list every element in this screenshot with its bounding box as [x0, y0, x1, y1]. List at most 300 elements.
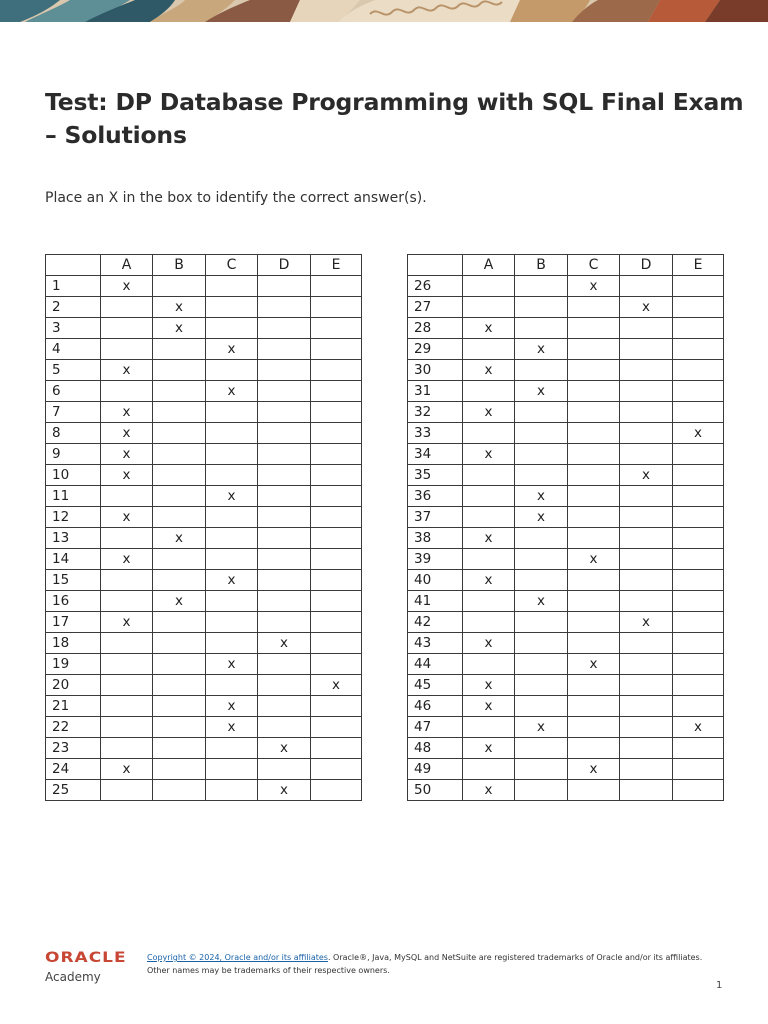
- answer-cell-e[interactable]: [673, 549, 724, 570]
- answer-cell-a[interactable]: [101, 528, 153, 549]
- answer-cell-b[interactable]: [153, 759, 206, 780]
- answer-cell-e[interactable]: [673, 276, 724, 297]
- answer-cell-b[interactable]: [153, 549, 206, 570]
- answer-cell-a[interactable]: x: [463, 570, 515, 591]
- answer-cell-c[interactable]: [568, 591, 620, 612]
- answer-cell-c[interactable]: [206, 528, 258, 549]
- trademark-notice: . Oracle®, Java, MySQL and NetSuite are registered trademarks of Oracle and/or its affiliates. Other names may be trademarks of their respective owners.: [147, 953, 703, 975]
- answer-cell-a[interactable]: [463, 654, 515, 675]
- answer-cell-b[interactable]: [153, 738, 206, 759]
- answer-cell-e[interactable]: [673, 780, 724, 801]
- answer-cell-b[interactable]: [153, 360, 206, 381]
- answer-cell-c[interactable]: [568, 528, 620, 549]
- answer-cell-a[interactable]: [463, 507, 515, 528]
- answer-cell-e[interactable]: [673, 612, 724, 633]
- answer-cell-e[interactable]: [311, 423, 362, 444]
- answer-cell-c[interactable]: [568, 360, 620, 381]
- table-row: [408, 465, 724, 486]
- answer-cell-d[interactable]: [620, 528, 673, 549]
- answer-cell-a[interactable]: x: [101, 444, 153, 465]
- answer-cell-a[interactable]: [101, 381, 153, 402]
- answer-cell-b[interactable]: [153, 423, 206, 444]
- answer-cell-c[interactable]: [568, 738, 620, 759]
- answer-cell-b[interactable]: [515, 402, 568, 423]
- answer-cell-b[interactable]: [515, 654, 568, 675]
- answer-cell-b[interactable]: x: [153, 528, 206, 549]
- table-row: [408, 654, 724, 675]
- table-row: [46, 591, 362, 612]
- answer-cell-d[interactable]: [258, 507, 311, 528]
- answer-cell-d[interactable]: x: [620, 297, 673, 318]
- answer-cell-a[interactable]: x: [101, 759, 153, 780]
- answer-cell-a[interactable]: [463, 717, 515, 738]
- answer-cell-a[interactable]: [101, 780, 153, 801]
- table-row: [408, 402, 724, 423]
- answer-cell-b[interactable]: x: [515, 339, 568, 360]
- answer-cell-c[interactable]: [206, 297, 258, 318]
- table-row: [46, 297, 362, 318]
- answer-cell-e[interactable]: [673, 486, 724, 507]
- answer-cell-a[interactable]: [101, 297, 153, 318]
- answer-cell-e[interactable]: [673, 507, 724, 528]
- answer-cell-e[interactable]: [311, 591, 362, 612]
- answer-cell-b[interactable]: [515, 297, 568, 318]
- table-row: [46, 381, 362, 402]
- answer-cell-d[interactable]: [620, 570, 673, 591]
- answer-cell-b[interactable]: [515, 444, 568, 465]
- column-header-b: B: [515, 255, 568, 276]
- answer-cell-b[interactable]: [153, 402, 206, 423]
- answer-cell-b[interactable]: [153, 633, 206, 654]
- answer-cell-c[interactable]: [568, 696, 620, 717]
- answer-cell-b[interactable]: [153, 507, 206, 528]
- table-row: [408, 738, 724, 759]
- table-row: [46, 360, 362, 381]
- answer-cell-b[interactable]: [153, 339, 206, 360]
- answer-cell-c[interactable]: [568, 402, 620, 423]
- answer-cell-a[interactable]: [101, 591, 153, 612]
- answer-cell-b[interactable]: [515, 528, 568, 549]
- answer-cell-b[interactable]: [515, 780, 568, 801]
- answer-cell-d[interactable]: [258, 444, 311, 465]
- question-number: 1: [46, 276, 101, 297]
- answer-cell-d[interactable]: [620, 423, 673, 444]
- answer-cell-a[interactable]: x: [101, 549, 153, 570]
- answer-cell-e[interactable]: [673, 633, 724, 654]
- answer-cell-d[interactable]: [258, 549, 311, 570]
- answer-cell-b[interactable]: [153, 612, 206, 633]
- question-number: 9: [46, 444, 101, 465]
- answer-cell-e[interactable]: [673, 339, 724, 360]
- answer-cell-c[interactable]: [568, 423, 620, 444]
- answer-cell-a[interactable]: [101, 318, 153, 339]
- answer-cell-e[interactable]: [311, 465, 362, 486]
- column-header-a: A: [463, 255, 515, 276]
- answer-cell-d[interactable]: [258, 717, 311, 738]
- answer-cell-c[interactable]: [206, 444, 258, 465]
- answer-cell-d[interactable]: [620, 759, 673, 780]
- answer-cell-c[interactable]: [568, 570, 620, 591]
- answer-cell-e[interactable]: [311, 780, 362, 801]
- question-number: 24: [46, 759, 101, 780]
- answer-cell-b[interactable]: [153, 570, 206, 591]
- answer-cell-c[interactable]: [206, 612, 258, 633]
- question-number: 5: [46, 360, 101, 381]
- answer-cell-c[interactable]: x: [568, 276, 620, 297]
- answer-cell-b[interactable]: [153, 276, 206, 297]
- answer-cell-d[interactable]: [258, 612, 311, 633]
- answer-cell-e[interactable]: [673, 297, 724, 318]
- answer-cell-a[interactable]: x: [101, 402, 153, 423]
- answer-cell-c[interactable]: x: [206, 654, 258, 675]
- answer-cell-b[interactable]: x: [153, 591, 206, 612]
- answer-cell-c[interactable]: [568, 381, 620, 402]
- question-number: 41: [408, 591, 463, 612]
- answer-cell-e[interactable]: [311, 654, 362, 675]
- answer-cell-e[interactable]: [673, 465, 724, 486]
- answer-cell-a[interactable]: x: [101, 507, 153, 528]
- column-header-c: C: [568, 255, 620, 276]
- answer-cell-e[interactable]: [311, 402, 362, 423]
- answer-cell-c[interactable]: x: [206, 717, 258, 738]
- answer-cell-c[interactable]: x: [206, 381, 258, 402]
- answer-cell-d[interactable]: [258, 381, 311, 402]
- answer-cell-d[interactable]: [620, 486, 673, 507]
- answer-cell-d[interactable]: [620, 696, 673, 717]
- column-header-number: [408, 255, 463, 276]
- answer-cell-d[interactable]: x: [620, 465, 673, 486]
- answer-cell-e[interactable]: [673, 759, 724, 780]
- answer-cell-e[interactable]: [673, 444, 724, 465]
- answer-cell-d[interactable]: [620, 507, 673, 528]
- answer-cell-a[interactable]: x: [463, 402, 515, 423]
- answer-cell-d[interactable]: [258, 675, 311, 696]
- table-row: [46, 654, 362, 675]
- answer-cell-d[interactable]: [620, 654, 673, 675]
- answer-cell-d[interactable]: [258, 276, 311, 297]
- answer-cell-a[interactable]: x: [101, 360, 153, 381]
- answer-cell-c[interactable]: [206, 759, 258, 780]
- answer-cell-a[interactable]: x: [101, 465, 153, 486]
- answer-cell-d[interactable]: x: [258, 738, 311, 759]
- table-row: [408, 360, 724, 381]
- answer-cell-b[interactable]: [515, 633, 568, 654]
- answer-cell-b[interactable]: [515, 759, 568, 780]
- answer-cell-e[interactable]: x: [673, 423, 724, 444]
- answer-cell-e[interactable]: [311, 612, 362, 633]
- answer-cell-a[interactable]: x: [101, 276, 153, 297]
- answer-cell-b[interactable]: [153, 654, 206, 675]
- question-number: 31: [408, 381, 463, 402]
- answer-cell-c[interactable]: [568, 780, 620, 801]
- answer-cell-c[interactable]: [206, 675, 258, 696]
- question-number: 4: [46, 339, 101, 360]
- answer-cell-e[interactable]: [673, 528, 724, 549]
- answer-cell-d[interactable]: [258, 465, 311, 486]
- answer-cell-a[interactable]: x: [463, 780, 515, 801]
- answer-cell-d[interactable]: [620, 633, 673, 654]
- answer-cell-c[interactable]: [568, 612, 620, 633]
- answer-cell-c[interactable]: [206, 549, 258, 570]
- answer-cell-b[interactable]: [153, 780, 206, 801]
- answer-cell-c[interactable]: [568, 486, 620, 507]
- copyright-link[interactable]: Copyright © 2024, Oracle and/or its affiliates: [147, 953, 328, 962]
- answer-cell-b[interactable]: [153, 717, 206, 738]
- answer-cell-c[interactable]: [206, 465, 258, 486]
- answer-cell-c[interactable]: x: [206, 486, 258, 507]
- answer-cell-a[interactable]: [463, 423, 515, 444]
- answer-cell-b[interactable]: x: [153, 318, 206, 339]
- answer-cell-a[interactable]: [463, 276, 515, 297]
- answer-cell-a[interactable]: x: [101, 423, 153, 444]
- answer-cell-e[interactable]: [311, 717, 362, 738]
- answer-cell-d[interactable]: [258, 570, 311, 591]
- answer-cell-c[interactable]: [568, 507, 620, 528]
- question-number: 42: [408, 612, 463, 633]
- answer-cell-c[interactable]: x: [206, 339, 258, 360]
- answer-cell-d[interactable]: [620, 591, 673, 612]
- answer-cell-b[interactable]: [153, 465, 206, 486]
- answer-cell-e[interactable]: x: [673, 717, 724, 738]
- answer-cell-c[interactable]: [206, 591, 258, 612]
- answer-cell-e[interactable]: [673, 402, 724, 423]
- answer-cell-d[interactable]: [620, 444, 673, 465]
- answer-cell-a[interactable]: [101, 675, 153, 696]
- answer-cell-e[interactable]: [311, 528, 362, 549]
- question-number: 40: [408, 570, 463, 591]
- answer-cell-c[interactable]: [206, 360, 258, 381]
- answer-cell-b[interactable]: [515, 612, 568, 633]
- answer-cell-c[interactable]: [568, 297, 620, 318]
- answer-cell-d[interactable]: [258, 339, 311, 360]
- answer-cell-a[interactable]: x: [463, 444, 515, 465]
- table-row: [408, 780, 724, 801]
- answer-cell-b[interactable]: x: [515, 381, 568, 402]
- answer-cell-b[interactable]: [515, 549, 568, 570]
- answer-cell-a[interactable]: [101, 654, 153, 675]
- answer-cell-e[interactable]: [311, 381, 362, 402]
- table-row: [46, 528, 362, 549]
- answer-cell-b[interactable]: [153, 675, 206, 696]
- answer-cell-e[interactable]: [311, 696, 362, 717]
- answer-cell-a[interactable]: [463, 549, 515, 570]
- answer-cell-c[interactable]: [568, 444, 620, 465]
- table-row: [46, 276, 362, 297]
- answer-cell-d[interactable]: [258, 528, 311, 549]
- answer-cell-e[interactable]: [673, 360, 724, 381]
- answer-cell-b[interactable]: [515, 675, 568, 696]
- question-number: 23: [46, 738, 101, 759]
- question-number: 8: [46, 423, 101, 444]
- answer-cell-d[interactable]: [258, 360, 311, 381]
- answer-cell-a[interactable]: [463, 759, 515, 780]
- answer-cell-e[interactable]: [311, 633, 362, 654]
- answer-cell-e[interactable]: [311, 297, 362, 318]
- answer-cell-c[interactable]: [568, 675, 620, 696]
- answer-cell-c[interactable]: [568, 633, 620, 654]
- answer-cell-a[interactable]: x: [463, 318, 515, 339]
- answer-cell-d[interactable]: [620, 276, 673, 297]
- question-number: 29: [408, 339, 463, 360]
- answer-cell-d[interactable]: [620, 717, 673, 738]
- answer-cell-e[interactable]: [311, 549, 362, 570]
- answer-cell-e[interactable]: [311, 318, 362, 339]
- answer-cell-e[interactable]: [311, 738, 362, 759]
- answer-cell-b[interactable]: [515, 423, 568, 444]
- answer-cell-c[interactable]: x: [206, 570, 258, 591]
- answer-cell-e[interactable]: [673, 591, 724, 612]
- answer-cell-a[interactable]: x: [463, 633, 515, 654]
- logo-subtitle: Academy: [45, 970, 101, 984]
- answer-cell-e[interactable]: [673, 654, 724, 675]
- answer-cell-d[interactable]: x: [258, 633, 311, 654]
- table-row: [46, 465, 362, 486]
- answer-cell-a[interactable]: [101, 570, 153, 591]
- answer-cell-e[interactable]: x: [311, 675, 362, 696]
- answer-cell-c[interactable]: x: [568, 759, 620, 780]
- answer-cell-e[interactable]: [311, 339, 362, 360]
- answer-cell-a[interactable]: [463, 591, 515, 612]
- answer-cell-d[interactable]: [620, 738, 673, 759]
- answer-cell-e[interactable]: [311, 759, 362, 780]
- answer-cell-d[interactable]: [258, 318, 311, 339]
- answer-cell-b[interactable]: [515, 696, 568, 717]
- answer-cell-d[interactable]: [620, 402, 673, 423]
- answer-cell-b[interactable]: [153, 696, 206, 717]
- answer-cell-c[interactable]: [206, 780, 258, 801]
- answer-cell-d[interactable]: [620, 549, 673, 570]
- question-number: 33: [408, 423, 463, 444]
- answer-cell-c[interactable]: [568, 318, 620, 339]
- answer-cell-a[interactable]: x: [463, 738, 515, 759]
- answer-cell-c[interactable]: [568, 717, 620, 738]
- question-number: 43: [408, 633, 463, 654]
- answer-cell-d[interactable]: [258, 759, 311, 780]
- answer-cell-d[interactable]: [620, 381, 673, 402]
- answer-cell-a[interactable]: [101, 717, 153, 738]
- answer-cell-d[interactable]: x: [258, 780, 311, 801]
- table-row: [46, 423, 362, 444]
- answer-cell-a[interactable]: x: [463, 675, 515, 696]
- table-row: [46, 612, 362, 633]
- answer-cell-c[interactable]: x: [206, 696, 258, 717]
- answer-cell-a[interactable]: [463, 465, 515, 486]
- answer-cell-e[interactable]: [311, 276, 362, 297]
- oracle-academy-logo: [45, 950, 130, 986]
- answer-cell-b[interactable]: [153, 486, 206, 507]
- column-header-c: C: [206, 255, 258, 276]
- answer-cell-d[interactable]: [258, 297, 311, 318]
- answer-cell-a[interactable]: [463, 612, 515, 633]
- answer-cell-b[interactable]: [515, 360, 568, 381]
- answer-cell-a[interactable]: [101, 696, 153, 717]
- answer-cell-b[interactable]: [515, 738, 568, 759]
- answer-cell-a[interactable]: [101, 339, 153, 360]
- answer-cell-e[interactable]: [673, 675, 724, 696]
- answer-cell-a[interactable]: [463, 297, 515, 318]
- answer-cell-d[interactable]: [620, 360, 673, 381]
- answer-cell-c[interactable]: [206, 507, 258, 528]
- question-number: 28: [408, 318, 463, 339]
- answer-cell-d[interactable]: [258, 486, 311, 507]
- answer-cell-e[interactable]: [673, 738, 724, 759]
- answer-cell-a[interactable]: x: [463, 528, 515, 549]
- question-number: 25: [46, 780, 101, 801]
- answer-cell-c[interactable]: [206, 318, 258, 339]
- answer-cell-e[interactable]: [311, 444, 362, 465]
- question-number: 18: [46, 633, 101, 654]
- table-row: [46, 570, 362, 591]
- answer-cell-d[interactable]: x: [620, 612, 673, 633]
- answer-cell-a[interactable]: [463, 339, 515, 360]
- answer-cell-b[interactable]: [153, 381, 206, 402]
- answer-cell-b[interactable]: x: [515, 591, 568, 612]
- answer-cell-c[interactable]: [206, 402, 258, 423]
- answer-cell-a[interactable]: [463, 486, 515, 507]
- answer-cell-c[interactable]: [568, 465, 620, 486]
- answer-cell-c[interactable]: [206, 738, 258, 759]
- answer-cell-d[interactable]: [620, 780, 673, 801]
- answer-cell-d[interactable]: [258, 654, 311, 675]
- answer-cell-b[interactable]: [515, 318, 568, 339]
- table-row: [408, 486, 724, 507]
- answer-cell-c[interactable]: [206, 633, 258, 654]
- answer-cell-d[interactable]: [258, 591, 311, 612]
- answer-cell-b[interactable]: [515, 465, 568, 486]
- answer-cell-e[interactable]: [311, 486, 362, 507]
- answer-cell-c[interactable]: x: [568, 549, 620, 570]
- answer-cell-c[interactable]: [206, 276, 258, 297]
- answer-cell-a[interactable]: x: [463, 360, 515, 381]
- answer-cell-b[interactable]: x: [515, 507, 568, 528]
- answer-cell-b[interactable]: [515, 570, 568, 591]
- question-number: 19: [46, 654, 101, 675]
- answer-cell-b[interactable]: x: [515, 717, 568, 738]
- answer-cell-d[interactable]: [620, 675, 673, 696]
- answer-cell-c[interactable]: [206, 423, 258, 444]
- answer-cell-b[interactable]: [515, 276, 568, 297]
- answer-cell-a[interactable]: [101, 486, 153, 507]
- question-number: 17: [46, 612, 101, 633]
- answer-cell-e[interactable]: [673, 381, 724, 402]
- answer-cell-e[interactable]: [673, 318, 724, 339]
- answer-cell-a[interactable]: [101, 633, 153, 654]
- answer-cell-e[interactable]: [311, 570, 362, 591]
- answer-cell-e[interactable]: [673, 570, 724, 591]
- answer-cell-a[interactable]: [101, 738, 153, 759]
- answer-cell-d[interactable]: [620, 318, 673, 339]
- question-number: 37: [408, 507, 463, 528]
- question-number: 46: [408, 696, 463, 717]
- answer-cell-b[interactable]: x: [153, 297, 206, 318]
- answer-cell-a[interactable]: x: [463, 696, 515, 717]
- answer-cell-c[interactable]: [568, 339, 620, 360]
- answer-cell-d[interactable]: [258, 423, 311, 444]
- answer-cell-e[interactable]: [311, 507, 362, 528]
- answer-cell-e[interactable]: [311, 360, 362, 381]
- answer-cell-d[interactable]: [258, 696, 311, 717]
- table-row: [408, 444, 724, 465]
- answer-cell-b[interactable]: [153, 444, 206, 465]
- answer-cell-d[interactable]: [620, 339, 673, 360]
- question-number: 27: [408, 297, 463, 318]
- answer-cell-a[interactable]: [463, 381, 515, 402]
- answer-cell-b[interactable]: x: [515, 486, 568, 507]
- answer-cell-c[interactable]: x: [568, 654, 620, 675]
- answer-cell-a[interactable]: x: [101, 612, 153, 633]
- answer-cell-d[interactable]: [258, 402, 311, 423]
- answer-cell-e[interactable]: [673, 696, 724, 717]
